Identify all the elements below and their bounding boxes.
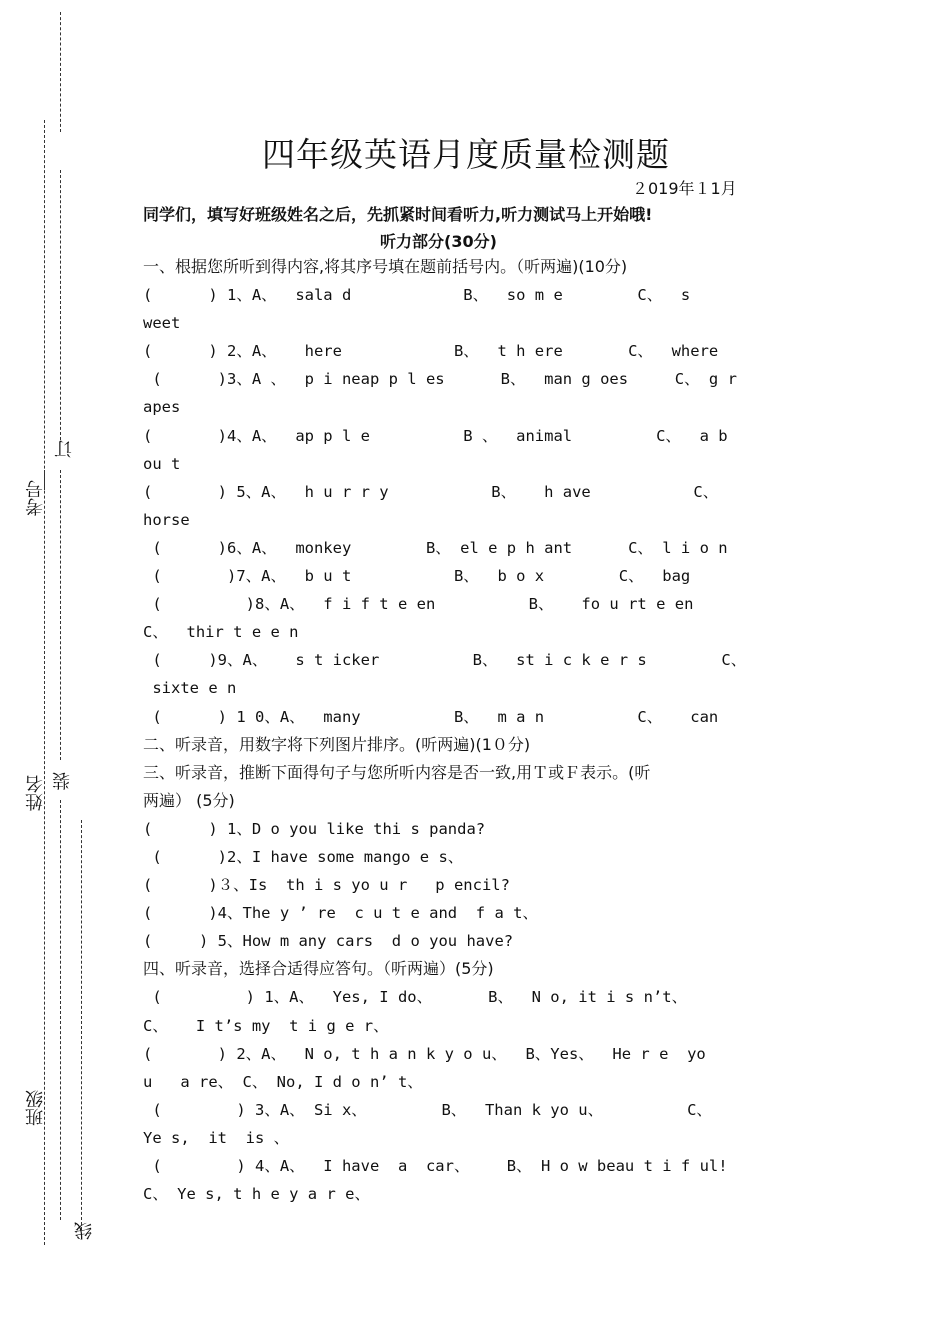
question-line: ( ) 2、A、 here B、 t h ere C、 where [143,342,719,361]
question-line: C、 Ye s, t h e y a r e、 [143,1185,370,1204]
question-line: ( ) 3、A、 Si x、 B、 Than k yo u、 C、 [143,1100,712,1119]
banji-label: 班级 [25,1090,46,1126]
question-line: ( ) 1 0、A、 many B、 m a n C、 can [143,707,719,726]
question-line: ( )4、A、 ap p l e B 、 animal C、 a b [143,426,728,445]
binding-dashed-line-right [81,820,82,1230]
question-line: ( ) 4、A、 I have a car、 B、 H o w beau t i f ul! [143,1157,728,1175]
binding-dashed-line-inner-bottom [60,800,61,1220]
question-line: ( ) 5、How m any cars d o you have? [143,932,514,951]
question-line: ( ) 1、D o you like thi s panda? [143,819,486,838]
zhuang-label: 装 [52,772,73,790]
question-line: sixte e n [143,679,237,698]
part-two-instruction: 二、听录音，用数字将下列图片排序。(听两遍)(1０分) [143,734,531,754]
question-line: ( )３、Is th i s yo u r p encil? [143,876,510,895]
question-line: ( ) 1、A、 sala d B、 so m e C、 s [143,286,691,305]
page-title: 四年级英语月度质量检测题 [262,135,670,174]
question-line: ( ) 2、A、 N o, t h a n k y o u、 B、Yes、 He r e yo [143,1044,706,1063]
part-three-instruction: 三、听录音，推断下面得句子与您所听内容是否一致,用Ｔ或Ｆ表示。(听 [143,762,651,782]
question-line: apes [143,398,181,417]
question-line: u a re、 C、 No, I d o n’ t、 [143,1072,423,1091]
question-line: Ye s, it is 、 [143,1128,290,1147]
question-line: ou t [143,454,181,473]
xingming-label: 姓名 [25,775,46,811]
ding-label: 订 [54,440,75,458]
binding-margin [0,0,100,1344]
question-line: ( )4、The y ’ re c u t e and f a t、 [143,904,538,923]
question-line: C、 thir t e e n [143,623,299,642]
part-one-instruction: 一、根据您所听到得内容,将其序号填在题前括号内。（听两遍)(10分) [143,257,628,276]
question-line: ( )3、A 、 p i neap p l es B、 man g oes C、 g r [143,370,737,389]
question-line: ( )8、A、 f i f t e en B、 fo u rt e en [143,595,694,614]
question-line: horse [143,510,190,529]
kaohao-label: 考号 [25,480,46,516]
question-line: weet [143,314,181,333]
binding-dashed-line-inner-lower [60,470,61,760]
xian-label: 线 [74,1222,95,1240]
listening-section-heading: 听力部分(30分) [380,232,497,251]
binding-dashed-line-inner [60,170,61,440]
question-line: ( )9、A、 s t icker B、 st i c k e r s C、 [143,651,747,670]
binding-dashed-line-top [60,12,61,132]
question-body [143,253,783,1208]
question-line: ( )7、A、 b u t B、 b o x C、 bag [143,567,691,586]
question-line: ( ) 1、A、 Yes, I do、 B、 N o, it i s n’t、 [143,988,688,1007]
question-line: C、 I t’s my t i g e r、 [143,1016,389,1035]
part-four-instruction: 四、听录音，选择合适得应答句。（听两遍）(5分) [143,959,494,979]
question-line: ( )6、A、 monkey B、 el e p h ant C、 l i o n [143,538,728,557]
test-date: ２019年１1月 [632,179,737,198]
binding-dashed-line-outer [44,120,45,1245]
part-three-instruction-cont: 两遍） (5分) [143,790,235,810]
question-line: ( ) 5、A、 h u r r y B、 h ave C、 [143,482,719,501]
question-line: ( )2、I have some mango e s、 [143,847,464,866]
intro-instruction: 同学们，填写好班级姓名之后，先抓紧时间看听力,听力测试马上开始哦! [143,205,653,224]
